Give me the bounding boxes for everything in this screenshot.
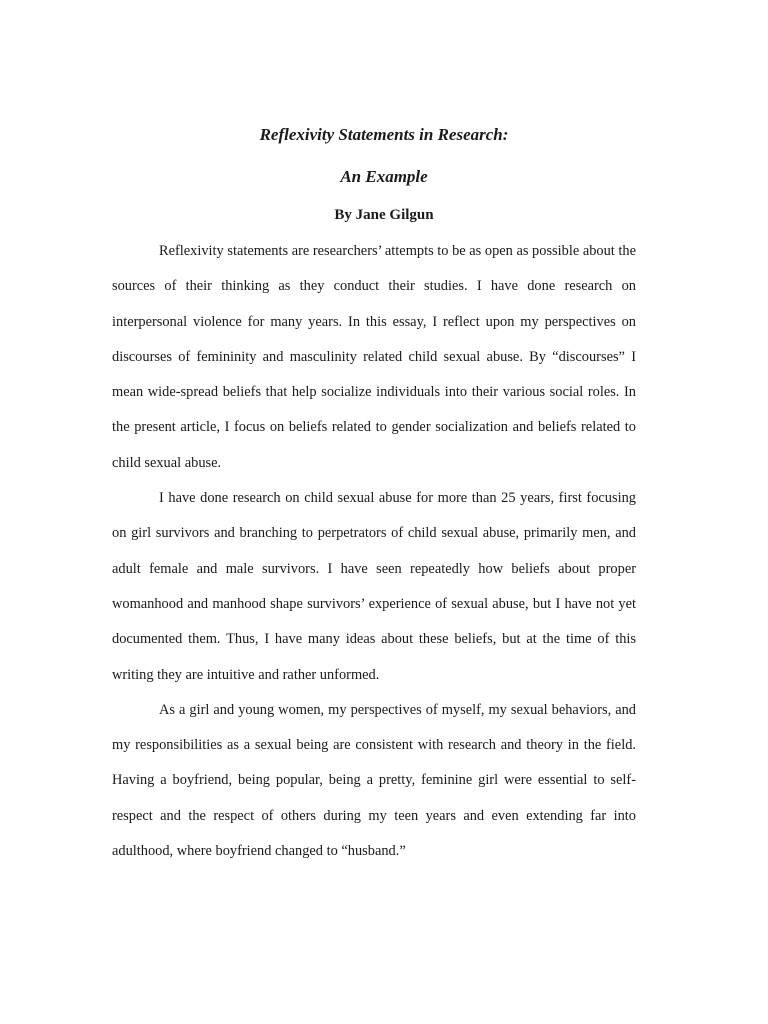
document-title: Reflexivity Statements in Research:: [259, 125, 509, 144]
document-body: [112, 234, 636, 869]
paragraph: As a girl and young women, my perspectives of myself, my sexual behaviors, and my responsibilities as a sexual being are consistent with research and theory in the field. Having a boyfriend, being popular, being a pretty, feminine girl were essential to self-respect and the respect of others during my teen years and even extending far into adulthood, where boyfriend changed to “husband.”: [112, 701, 636, 860]
paragraph: I have done research on child sexual abuse for more than 25 years, first focusing on girl survivors and branching to perpetrators of child sexual abuse, primarily men, and adult female and male survivors. I have seen repeatedly how beliefs about proper womanhood and manhood shape survivors’ experience of sexual abuse, but I have not yet documented them. Thus, I have many ideas about these beliefs, but at the time of this writing they are intuitive and rather unformed.: [112, 490, 636, 683]
paragraph: Reflexivity statements are researchers’ attempts to be as open as possible about the sources of their thinking as they conduct their studies. I have done research on interpersonal violence for many years. In this essay, I reflect upon my perspectives on discourses of femininity and masculinity related child sexual abuse. By “discourses” I mean wide-spread beliefs that help socialize individuals into their various social roles. In the present article, I focus on beliefs related to gender socialization and beliefs related to child sexual abuse.: [112, 243, 636, 471]
document-subtitle: An Example: [340, 167, 428, 186]
author-byline: By Jane Gilgun: [334, 207, 434, 223]
